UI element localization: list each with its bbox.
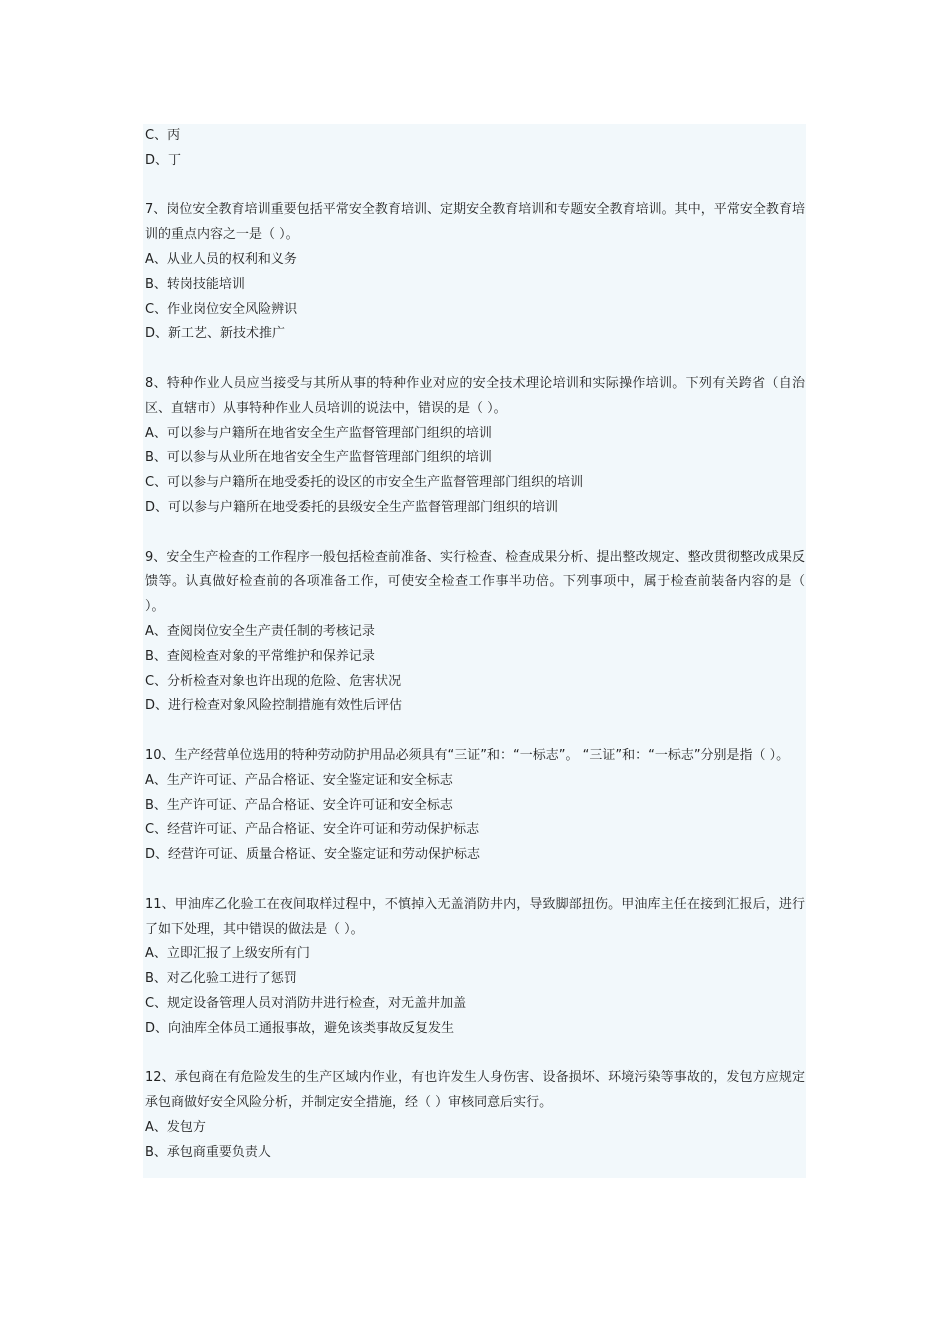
question-10 [145,744,805,868]
option: D、进行检查对象风险控制措施有效性后评估 [145,698,403,714]
option: A、从业人员的权利和义务 [145,251,297,267]
question-text: 12、承包商在有危险发生的生产区域内作业，有也许发生人身伤害、设备损坏、环境污染等事故的，发包方应规定承包商做好安全风险分析，并制定安全措施，经（ ）审核同意后实行。 [145,1070,805,1111]
question-text: 9、安全生产检查的工作程序一般包括检查前准备、实行检查、检查成果分析、提出整改规定、整改贯彻整改成果反馈等。认真做好检查前的各项准备工作，可使安全检查工作事半功倍。下列事项中，属于检查前装备内容的是（ ）。 [145,549,805,615]
question-9 [145,546,805,720]
prev-question-options [145,124,805,174]
option: A、发包方 [145,1119,206,1135]
option: C、分析检查对象也许出现的危险、危害状况 [145,673,402,689]
option: A、可以参与户籍所在地省安全生产监督管理部门组织的培训 [145,425,492,441]
question-list [145,124,805,1165]
option: C、经营许可证、产品合格证、安全许可证和劳动保护标志 [145,822,480,838]
option: C、作业岗位安全风险辨识 [145,301,298,317]
option: A、立即汇报了上级安所有门 [145,946,310,962]
option: B、转岗技能培训 [145,276,245,292]
option: D、向油库全体员工通报事故，避免该类事故反复发生 [145,1020,455,1036]
question-text: 7、岗位安全教育培训重要包括平常安全教育培训、定期安全教育培训和专题安全教育培训。其中，平常安全教育培训的重点内容之一是（ ）。 [145,202,805,243]
question-text: 8、特种作业人员应当接受与其所从事的特种作业对应的安全技术理论培训和实际操作培训。下列有关跨省（自治区、直辖市）从事特种作业人员培训的说法中，错误的是（ ）。 [145,375,805,416]
question-text: 11、甲油库乙化验工在夜间取样过程中，不慎掉入无盖消防井内，导致脚部扭伤。甲油库主任在接到汇报后，进行了如下处理，其中错误的做法是（ ）。 [145,896,805,937]
question-text: 10、生产经营单位选用的特种劳动防护用品必须具有“三证”和：“一标志”。 “三证”和：“一标志”分别是指（ ）。 [145,747,790,763]
option: A、查阅岗位安全生产责任制的考核记录 [145,623,375,639]
option: D、丁 [145,152,182,168]
question-12 [145,1066,805,1165]
option: C、规定设备管理人员对消防井进行检查，对无盖井加盖 [145,995,467,1011]
option: D、可以参与户籍所在地受委托的县级安全生产监督管理部门组织的培训 [145,499,559,515]
option: B、对乙化验工进行了惩罚 [145,971,297,987]
option: D、新工艺、新技术推广 [145,326,286,342]
option: D、经营许可证、质量合格证、安全鉴定证和劳动保护标志 [145,847,481,863]
option: B、承包商重要负责人 [145,1144,271,1160]
option: C、可以参与户籍所在地受委托的设区的市安全生产监督管理部门组织的培训 [145,475,584,491]
option: B、可以参与从业所在地省安全生产监督管理部门组织的培训 [145,450,492,466]
option: B、生产许可证、产品合格证、安全许可证和安全标志 [145,797,453,813]
question-8 [145,372,805,521]
option: B、查阅检查对象的平常维护和保养记录 [145,648,375,664]
option: A、生产许可证、产品合格证、安全鉴定证和安全标志 [145,772,453,788]
question-11 [145,893,805,1042]
question-7 [145,198,805,347]
option: C、丙 [145,128,181,143]
